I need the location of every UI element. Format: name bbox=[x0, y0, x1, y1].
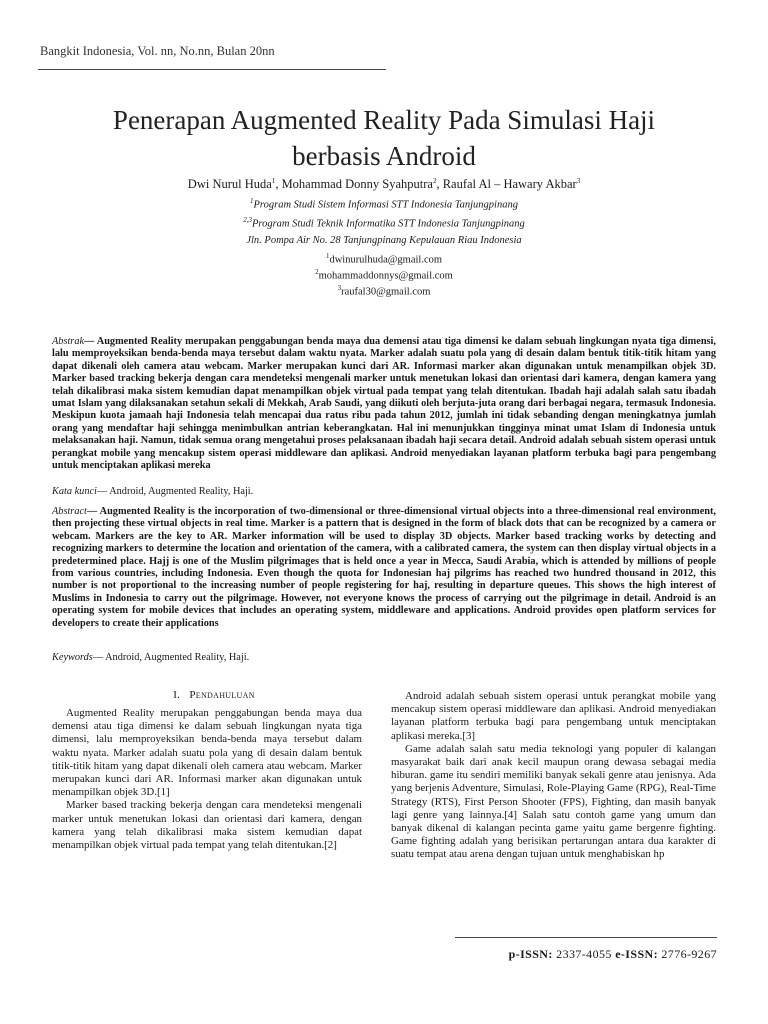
author-2-sup: 2 bbox=[432, 177, 437, 185]
right-paragraph-1: Android adalah sebuah sistem operasi untuk perangkat mobile yang mencakup sistem operasi middleware dan aplikasi. Android menyediakan layanan platform terbuka bagi para pengembang untuk menciptakan aplikasi mereka.[3] bbox=[391, 690, 716, 742]
issn-footer bbox=[455, 947, 717, 962]
affiliation-2-sup: 2,3 bbox=[243, 216, 252, 224]
email-1-text: dwinurulhuda@gmail.com bbox=[329, 254, 443, 266]
email-1 bbox=[40, 252, 728, 266]
section-number: I. bbox=[173, 689, 181, 701]
kata-kunci bbox=[52, 486, 716, 497]
title-line-1: Penerapan Augmented Reality Pada Simulasi Haji bbox=[112, 105, 656, 135]
eissn-value: 2776-9267 bbox=[658, 947, 717, 961]
pissn-value: 2337-4055 bbox=[552, 947, 616, 961]
author-2: , Mohammad Donny Syahputra bbox=[275, 177, 433, 192]
email-3 bbox=[40, 284, 728, 298]
affiliation-1-sup: 1 bbox=[250, 197, 254, 205]
title-line-2: berbasis Android bbox=[292, 141, 476, 171]
abstract-en-dash: — bbox=[86, 506, 100, 517]
affiliation-address-text: Jln. Pompa Air No. 28 Tanjungpinang Kepulauan Riau Indonesia bbox=[246, 235, 522, 246]
abstrak-label: Abstrak bbox=[52, 336, 85, 347]
affiliation-2 bbox=[40, 216, 728, 230]
kata-kunci-label: Kata kunci bbox=[52, 486, 97, 497]
email-1-sup: 1 bbox=[325, 252, 330, 260]
author-3-sup: 3 bbox=[576, 177, 581, 185]
abstract-en-label: Abstract bbox=[52, 506, 87, 517]
abstrak-text: Augmented Reality merupakan penggabungan benda maya dua demensi atau tiga dimensi ke dalam sebuah lingkungan nyata tiga dimensi, lalu memproyeksikan benda-benda maya tersebut dalam waktu nyata. Marker adalah suatu pola yang di desain dalam bentuk titik-titik hitam yang dapat dikenali oleh camera atau webcam. Marker merupakan kunci dari AR. Informasi marker akan digunakan untuk menampilkan objek 3D. Marker based tracking bekerja dengan cara mendeteksi mengenali marker untuk menetukan lokasi dan orientasi dari kamera, dengan kamera yang telah dikalibrasi maka sistem kemudian dapat menampilkan objek virtual pada tempat yang telah ditentukan. Ibadah haji adalah salah satu ibadah umat Islam yang dilaksanakan setahun sekali di Mekkah, Arab Saudi, yang diikuti oleh berjuta-juta orang dari berbagai negara, termasuk Indonesia. Meskipun kuota jamaah haji Indonesia telah mencapai dua ratus ribu pada tahun 2012, jumlah ini tidak sebanding dengan meningkatnya jumlah orang yang mendaftar haji sehingga menimbulkan antrian keberangkatan. Hal ini menunjukkan tingginya minat umat Islam di Indonesia untuk melaksanakan haji. Namun, tidak semua orang mengetahui proses pelaksanaan ibadah haji secara detail. Android adalah sebuah sistem operasi untuk perangkat mobile yang mencakup sistem operasi middleware dan aplikasi. Android menyediakan layanan platform terbuka bagi para pengembang untuk menciptakan aplikasi mereka bbox=[52, 336, 716, 472]
keywords bbox=[52, 652, 716, 663]
section-title: Pendahuluan bbox=[189, 689, 255, 701]
left-paragraph-2: Marker based tracking bekerja dengan cara mendeteksi mengenali marker untuk menetukan lokasi dan orientasi dari kamera, dengan kamera yang telah dikalibrasi maka sistem kemudian dapat menampilkan objek virtual pada tempat yang telah ditentukan.[2] bbox=[52, 799, 362, 852]
abstrak-dash: — bbox=[84, 336, 97, 347]
journal-header: Bangkit Indonesia, Vol. nn, No.nn, Bulan 20nn bbox=[40, 44, 275, 58]
abstrak-paragraph bbox=[52, 336, 716, 472]
affiliation-2-text: Program Studi Teknik Informatika STT Indonesia Tanjungpinang bbox=[251, 218, 525, 230]
email-3-sup: 3 bbox=[337, 284, 342, 292]
kata-kunci-text: — Android, Augmented Reality, Haji. bbox=[96, 486, 254, 497]
header-divider bbox=[38, 69, 386, 70]
abstract-en-text: Augmented Reality is the incorporation of two-dimensional or three-dimensional virtual objects into a three-dimensional real environment, then projecting these virtual objects in real time. Marker is a pattern that is designed in the form of black dots that can be recognized by a camera or webcam. Markers are the key to AR. Marker information will be used to display 3D objects. Marker based tracking works by detecting and recognizing markers to determine the location and orientation of the camera, with a calibrated camera, the system can then display virtual objects in a predetermined place. Hajj is one of the Muslim pilgrimages that is held once a year in Mecca, Saudi Arabia, which is attended by millions of people from various countries, including Indonesia. Even though the quota for Indonesian haj pilgrims has reached two hundred thousand in 2012, this number is not proportional to the increasing number of people registering for haj, resulting in departure queues. This shows the high interest of Muslims in Indonesia to carry out the pilgrimage. However, not everyone knows the process of carrying out the pilgrimage in detail. Android is an operating system for mobile devices that includes an operating system, middleware and applications. Android provides open platform services for developers to create their applications bbox=[52, 506, 716, 629]
eissn-label: e-ISSN: bbox=[615, 947, 658, 961]
left-paragraph-1: Augmented Reality merupakan penggabungan benda maya dua demensi atau tiga dimensi ke dalam sebuah lingkungan nyata tiga dimensi, lalu memproyeksikan benda-benda maya tersebut dalam waktu nyata. Marker adalah suatu pola yang di desain dalam bentuk titik-titik hitam yang dapat dikenali oleh camera atau webcam. Marker merupakan kunci dari AR. Informasi marker akan digunakan untuk menampilkan objek 3D.[1] bbox=[52, 707, 362, 799]
affiliation-1-text: Program Studi Sistem Informasi STT Indonesia Tanjungpinang bbox=[253, 199, 518, 211]
author-list bbox=[40, 177, 728, 192]
footer-divider bbox=[455, 937, 717, 938]
paper-title bbox=[40, 102, 728, 174]
author-1: Dwi Nurul Huda bbox=[187, 177, 272, 192]
right-column bbox=[391, 690, 716, 862]
email-2-sup: 2 bbox=[315, 268, 319, 276]
email-2 bbox=[40, 268, 728, 282]
left-column bbox=[52, 707, 362, 852]
pissn-label: p-ISSN: bbox=[508, 947, 553, 961]
affiliation-1 bbox=[40, 197, 728, 211]
email-2-text: mohammaddonnys@gmail.com bbox=[318, 270, 453, 282]
email-3-text: raufal30@gmail.com bbox=[341, 286, 431, 298]
affiliation-address bbox=[40, 235, 728, 246]
right-paragraph-2: Game adalah salah satu media teknologi yang populer di kalangan masyarakat baik dari anak kecil maupun orang dewasa sebagai media hiburan. game itu sendiri memiliki banyak sekali genre atau jenisnya. Ada yang berjenis Adventure, Simulasi, Role-Playing Game (RPG), Real-Time Strategy (RTS), First Person Shooter (FPS), Fighting, dan masih banyak lagi genre yang lainnya.[4] Salah satu contoh game yang umum dan banyak dikenal di kalangan pecinta game yaitu game bergenre fighting. Game fighting adalah yang berisikan pertarungan antara dua karakter di suatu tempat atau arena dengan tujuan untuk menghabiskan hp bbox=[391, 742, 716, 861]
author-3: , Raufal Al – Hawary Akbar bbox=[436, 177, 577, 192]
author-1-sup: 1 bbox=[271, 177, 276, 185]
section-heading bbox=[52, 689, 376, 701]
abstract-en-paragraph bbox=[52, 506, 716, 630]
keywords-text: — Android, Augmented Reality, Haji. bbox=[92, 652, 250, 663]
keywords-label: Keywords bbox=[52, 652, 93, 663]
